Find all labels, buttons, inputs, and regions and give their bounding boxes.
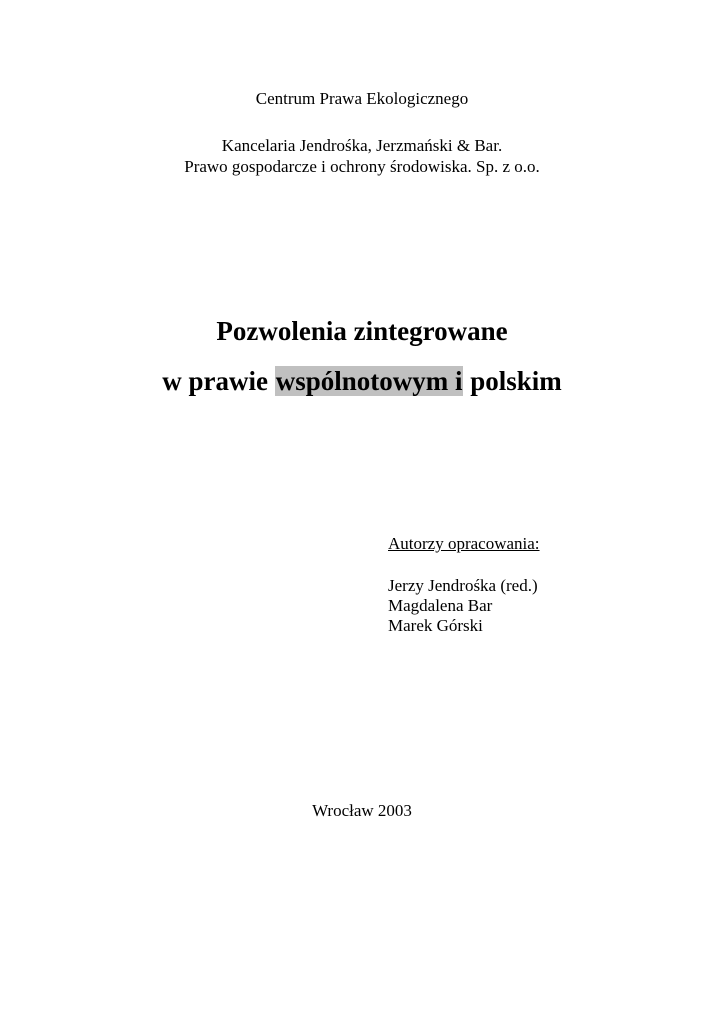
firm-name-line2: Prawo gospodarcze i ochrony środowiska. Sp. z o.o.: [184, 157, 540, 176]
organization-name: Centrum Prawa Ekologicznego: [255, 89, 469, 108]
document-title-line1: Pozwolenia zintegrowane: [216, 316, 508, 346]
title-highlighted-text: wspólnotowym i: [275, 366, 463, 396]
title-line2-before: w prawie: [162, 366, 275, 396]
authors-heading: Autorzy opracowania:: [388, 534, 540, 553]
document-title-line2: [0, 364, 724, 398]
author-name: Magdalena Bar: [388, 596, 493, 615]
place-and-year: Wrocław 2003: [312, 801, 412, 820]
author-name: Marek Górski: [388, 616, 483, 635]
author-name: Jerzy Jendrośka (red.): [388, 576, 538, 595]
title-line2-after: polskim: [463, 366, 562, 396]
authors-block: [388, 534, 540, 636]
firm-name-line1: Kancelaria Jendrośka, Jerzmański & Bar.: [221, 136, 503, 155]
